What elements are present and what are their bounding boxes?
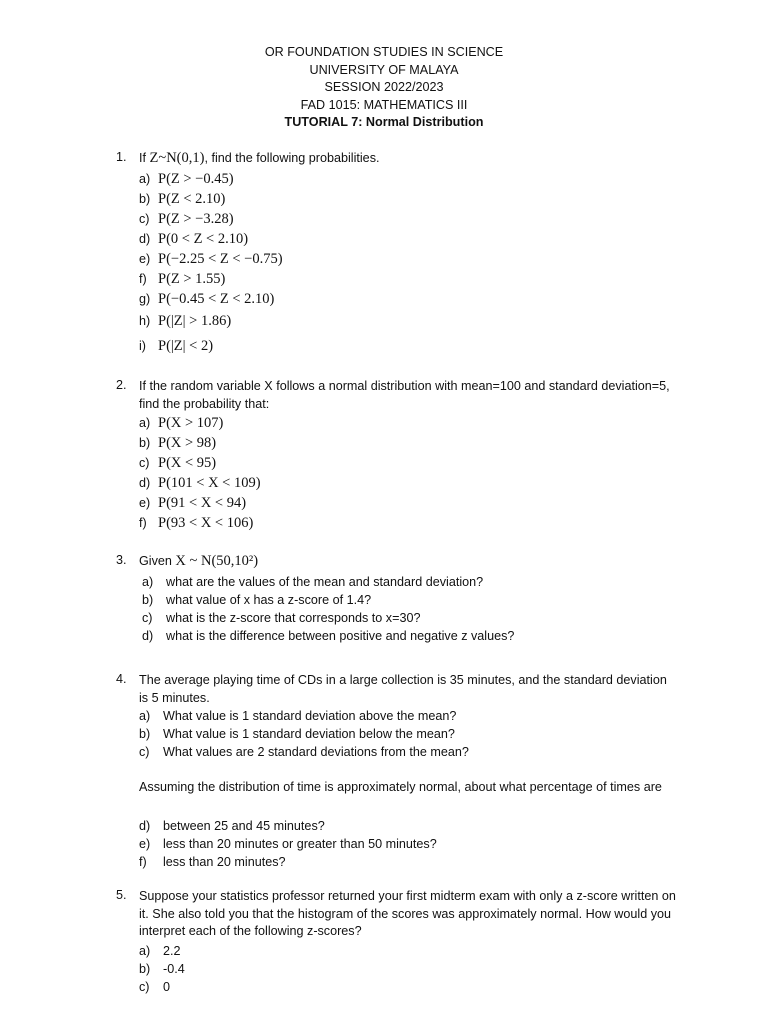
question-stem: If the random variable X follows a normal distribution with mean=100 and standard deviation=5, find the probability that: — [139, 379, 670, 411]
question-stem: Given X ~ N(50,10²) — [139, 553, 259, 569]
list-item: f) less than 20 minutes? — [139, 855, 286, 869]
list-item: g) P(−0.45 < Z < 2.10) — [139, 291, 275, 307]
header-tutorial-title: TUTORIAL 7: Normal Distribution — [284, 115, 484, 129]
list-item: c) what is the z-score that corresponds to x=30? — [142, 611, 421, 625]
list-item: a) P(Z > −0.45) — [139, 171, 234, 187]
list-item: b) P(Z < 2.10) — [139, 191, 226, 207]
list-item: i) P(|Z| < 2) — [139, 338, 214, 354]
list-item: e) less than 20 minutes or greater than 50 minutes? — [139, 837, 437, 851]
list-item: b) what value of x has a z-score of 1.4? — [142, 593, 372, 607]
question-2-items — [139, 413, 699, 533]
list-item: a) What value is 1 standard deviation above the mean? — [139, 709, 457, 723]
list-item: d) between 25 and 45 minutes? — [139, 819, 325, 833]
question-4-paragraph: Assuming the distribution of time is approximately normal, about what percentage of times are — [139, 780, 662, 794]
distribution-expression: X ~ N(50,10²) — [175, 553, 259, 569]
list-item: d) what is the difference between positive and negative z values? — [142, 629, 515, 643]
question-stem: Suppose your statistics professor returned your first midterm exam with only a z-score written on it. She also told you that the histogram of the scores was approximately normal. How would you interpret each of the following z-scores? — [139, 889, 676, 938]
list-item: e) P(91 < X < 94) — [139, 495, 247, 511]
question-number: 3. — [116, 553, 127, 567]
document-header — [0, 44, 768, 132]
list-item: c) What values are 2 standard deviations from the mean? — [139, 745, 469, 759]
question-5-items — [139, 942, 699, 996]
question-4-items-2 — [139, 817, 699, 871]
question-4-items — [139, 707, 699, 761]
list-item: f) P(93 < X < 106) — [139, 515, 254, 531]
distribution-expression: Z~N(0,1) — [149, 150, 205, 166]
list-item: d) P(0 < Z < 2.10) — [139, 231, 249, 247]
header-institute: OR FOUNDATION STUDIES IN SCIENCE — [264, 45, 504, 59]
list-item: c) P(X < 95) — [139, 455, 217, 471]
question-number: 5. — [116, 888, 127, 902]
list-item: d) P(101 < X < 109) — [139, 475, 261, 491]
question-1-items — [139, 169, 699, 359]
question-number: 4. — [116, 672, 127, 686]
list-item: f) P(Z > 1.55) — [139, 271, 226, 287]
list-item: c) 0 — [139, 980, 171, 994]
header-session: SESSION 2022/2023 — [324, 80, 444, 94]
list-item: b) P(X > 98) — [139, 435, 217, 451]
question-number: 2. — [116, 378, 127, 392]
list-item: c) P(Z > −3.28) — [139, 211, 234, 227]
list-item: a) what are the values of the mean and standard deviation? — [142, 575, 484, 589]
list-item: a) P(X > 107) — [139, 415, 224, 431]
question-3-items — [142, 573, 702, 645]
list-item: b) -0.4 — [139, 962, 185, 976]
list-item: e) P(−2.25 < Z < −0.75) — [139, 251, 283, 267]
question-stem: If Z~N(0,1), find the following probabilities. — [139, 150, 380, 166]
header-course: FAD 1015: MATHEMATICS III — [300, 97, 468, 112]
list-item: h) P(|Z| > 1.86) — [139, 313, 232, 329]
question-number: 1. — [116, 150, 127, 164]
question-stem: The average playing time of CDs in a large collection is 35 minutes, and the standard deviation is 5 minutes. — [139, 673, 667, 705]
list-item: a) 2.2 — [139, 944, 181, 958]
header-university: UNIVERSITY OF MALAYA — [309, 62, 459, 77]
list-item: b) What value is 1 standard deviation below the mean? — [139, 727, 455, 741]
